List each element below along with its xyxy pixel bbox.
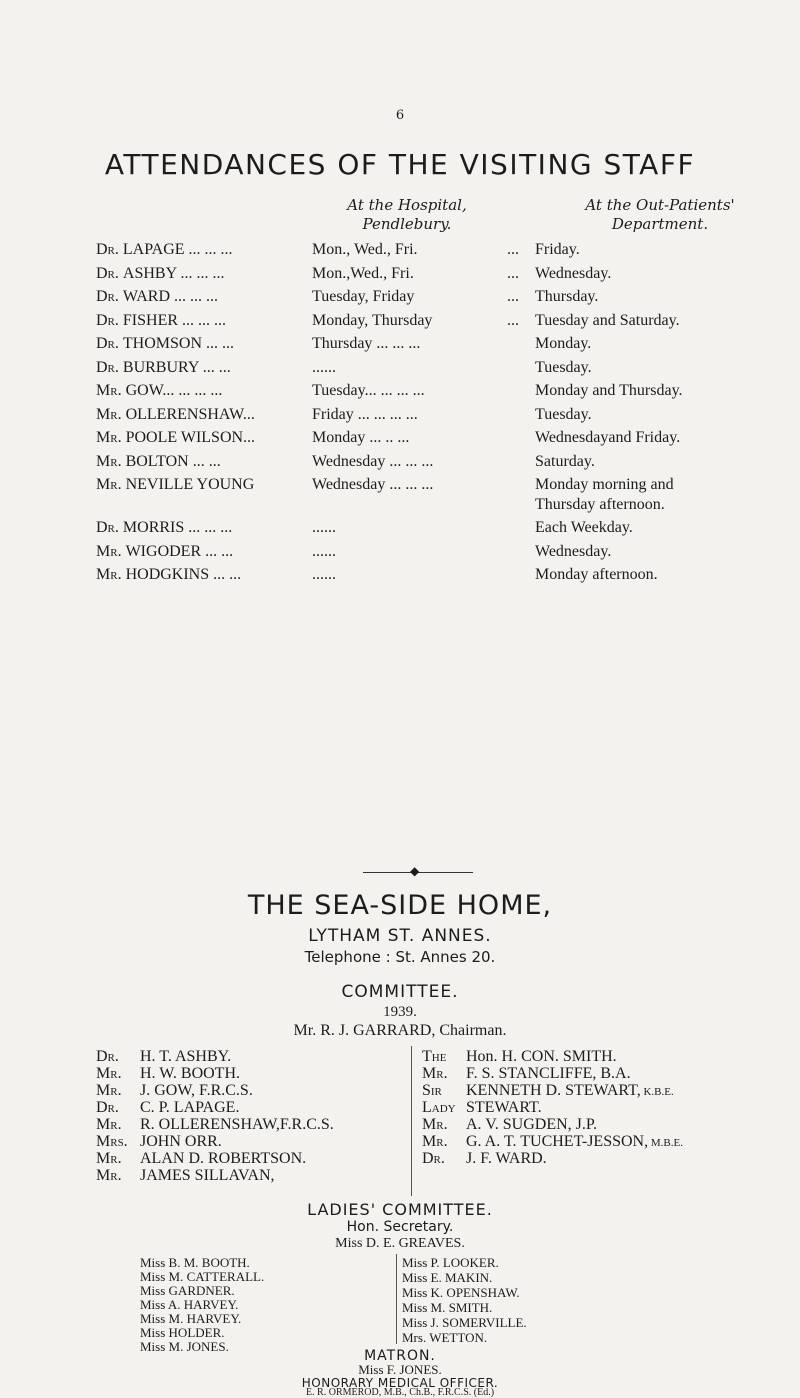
hospital-column-heading (312, 196, 502, 234)
staff-row-name (96, 426, 306, 450)
staff-leader-dots: ... (507, 264, 519, 282)
member-name: A. V. SUGDEN, J.P. (466, 1116, 597, 1133)
staff-hospital-days: ...... (312, 566, 336, 584)
ladies-member-left: Miss HOLDER. (140, 1325, 225, 1340)
staff-hospital-days: ...... (312, 519, 336, 537)
staff-outpatients-days-cont: Thursday afternoon. (535, 495, 665, 513)
staff-row-name (96, 285, 306, 309)
staff-name: POOLE WILSON... (125, 429, 256, 447)
staff-title: Dr. (96, 358, 123, 376)
outpatients-column-heading (540, 196, 780, 234)
ladies-member-right: Mrs. WETTON. (402, 1330, 488, 1345)
member-name: J. GOW, F.R.C.S. (140, 1082, 253, 1099)
staff-outpatients-days: Monday. (535, 335, 592, 353)
telephone-line: Telephone : St. Annes 20. (304, 948, 496, 966)
ladies-member-left: Miss M. CATTERALL. (140, 1269, 265, 1284)
divider-ornament-icon: ◆ (410, 864, 420, 878)
member-name: C. P. LAPAGE. (140, 1099, 240, 1116)
outpatients-heading-line1: At the Out-Patients' (585, 196, 735, 214)
staff-name: LAPAGE ... ... ... (122, 241, 233, 258)
member-name: F. S. STANCLIFFE, B.A. (466, 1065, 631, 1082)
staff-name: GOW... ... ... ... (125, 382, 223, 400)
ladies-member-left: Miss A. HARVEY. (140, 1297, 239, 1312)
member-title: Lady (422, 1099, 456, 1116)
staff-hospital-days: Wednesday ... ... ... (312, 476, 434, 494)
staff-outpatients-days: Friday. (535, 241, 580, 258)
member-honour: K.B.E. (640, 1086, 674, 1098)
ladies-member-left: Miss GARDNER. (140, 1283, 235, 1298)
committee-member-left (96, 1165, 275, 1186)
staff-row-name (96, 309, 306, 333)
ladies-member-right: Miss E. MAKIN. (402, 1270, 493, 1285)
staff-outpatients-days: Monday and Thursday. (535, 382, 683, 400)
member-name: ALAN D. ROBERTSON. (140, 1150, 307, 1167)
ladies-member-left: Miss M. HARVEY. (140, 1311, 242, 1326)
staff-row-name (96, 540, 306, 564)
staff-title: Dr. (96, 311, 123, 329)
member-name: G. A. T. TUCHET-JESSON, (466, 1133, 649, 1150)
member-title: Mr. (96, 1065, 122, 1082)
staff-outpatients-days: Monday morning and (535, 476, 674, 494)
staff-name: ASHBY ... ... ... (122, 264, 225, 282)
staff-outpatients-days: Wednesdayand Friday. (535, 429, 681, 447)
outpatients-heading-line2: Department. (611, 215, 709, 233)
ladies-member-right: Miss K. OPENSHAW. (402, 1285, 520, 1300)
staff-hospital-days: Thursday ... ... ... (312, 335, 421, 353)
member-title: Mr. (96, 1116, 122, 1133)
staff-hospital-days: Mon.,Wed., Fri. (312, 264, 414, 282)
staff-row-name (96, 403, 306, 427)
page-number: 6 (395, 108, 405, 123)
staff-title: Mr. (96, 566, 126, 584)
member-title: Mrs. (96, 1133, 128, 1150)
ladies-secretary: Miss D. E. GREAVES. (335, 1236, 465, 1251)
matron-heading: MATRON. (364, 1348, 436, 1364)
staff-row-name (96, 563, 306, 587)
staff-title: Dr. (96, 241, 123, 258)
staff-title: Dr. (96, 335, 123, 353)
staff-hospital-days: Mon., Wed., Fri. (312, 241, 418, 258)
staff-title: Mr. (96, 382, 126, 400)
member-title: Sir (422, 1082, 442, 1099)
staff-hospital-days: Monday, Thursday (312, 311, 433, 329)
member-name: STEWART. (466, 1099, 542, 1116)
staff-outpatients-days: Thursday. (535, 288, 599, 306)
staff-title: Mr. (96, 452, 126, 470)
member-title: Mr. (422, 1065, 448, 1082)
member-title: Dr. (96, 1048, 119, 1065)
staff-hospital-days: ...... (312, 542, 336, 560)
member-name: JAMES SILLAVAN, (140, 1167, 275, 1184)
ladies-member-left: Miss M. JONES. (140, 1339, 229, 1354)
member-title: Mr. (422, 1116, 448, 1133)
staff-title: Dr. (96, 519, 123, 537)
staff-name: WARD ... ... ... (122, 288, 219, 306)
seaside-home-title: THE SEA-SIDE HOME, (247, 890, 553, 921)
staff-name: FISHER ... ... ... (122, 311, 227, 329)
staff-title: Mr. (96, 476, 126, 494)
member-honour: M.B.E. (648, 1137, 683, 1149)
staff-title: Mr. (96, 429, 126, 447)
staff-name: NEVILLE YOUNG (125, 476, 255, 494)
staff-hospital-days: Wednesday ... ... ... (312, 452, 434, 470)
page-title: ATTENDANCES OF THE VISITING STAFF (104, 148, 696, 181)
member-name: Hon. H. CON. SMITH. (466, 1048, 617, 1065)
staff-outpatients-days: Saturday. (535, 452, 595, 470)
staff-title: Mr. (96, 405, 126, 423)
member-title: Mr. (96, 1082, 122, 1099)
staff-row-name (96, 356, 306, 380)
staff-title: Dr. (96, 288, 123, 306)
medical-officer-name: E. R. ORMEROD, M.B., Ch.B., F.R.C.S. (Ed.) (305, 1387, 495, 1398)
member-title: Dr. (96, 1099, 119, 1116)
staff-outpatients-days: Each Weekday. (535, 519, 633, 537)
ladies-member-right: Miss M. SMITH. (402, 1300, 493, 1315)
ladies-column-rule (396, 1254, 397, 1344)
committee-year: 1939. (383, 1004, 417, 1020)
ladies-member-right: Miss J. SOMERVILLE. (402, 1315, 527, 1330)
member-name: KENNETH D. STEWART, (466, 1082, 641, 1099)
committee-heading: COMMITTEE. (341, 982, 459, 1002)
staff-outpatients-days: Tuesday and Saturday. (535, 311, 680, 329)
staff-name: BOLTON ... ... (125, 452, 221, 470)
staff-hospital-days: ...... (312, 358, 336, 376)
staff-row-name (96, 238, 306, 262)
staff-outpatients-days: Tuesday. (535, 405, 592, 423)
staff-row-name (96, 516, 306, 540)
staff-row-name (96, 379, 306, 403)
committee-column-rule (411, 1046, 412, 1196)
seaside-home-location: LYTHAM ST. ANNES. (308, 926, 492, 946)
ladies-member-right: Miss P. LOOKER. (402, 1255, 499, 1270)
staff-name: OLLERENSHAW... (125, 405, 255, 423)
staff-name: MORRIS ... ... ... (122, 519, 233, 537)
staff-title: Mr. (96, 542, 126, 560)
matron-name: Miss F. JONES. (358, 1362, 442, 1377)
staff-hospital-days: Tuesday, Friday (312, 288, 415, 306)
staff-row-name (96, 332, 306, 356)
member-name: J. F. WARD. (466, 1150, 547, 1167)
staff-name: BURBURY ... ... (122, 358, 231, 376)
member-name: H. W. BOOTH. (140, 1065, 241, 1082)
ladies-committee-heading: LADIES' COMMITTEE. (307, 1200, 493, 1219)
staff-hospital-days: Tuesday... ... ... ... (312, 382, 425, 400)
member-name: JOHN ORR. (140, 1133, 222, 1150)
hospital-heading-line2: Pendlebury. (362, 215, 452, 233)
member-title: The (422, 1048, 447, 1065)
staff-hospital-days: Friday ... ... ... ... (312, 405, 418, 423)
member-name: R. OLLERENSHAW,F.R.C.S. (140, 1116, 334, 1133)
staff-outpatients-days: Wednesday. (535, 542, 612, 560)
staff-leader-dots: ... (507, 311, 519, 329)
staff-row-name (96, 473, 306, 497)
staff-name: HODGKINS ... ... (125, 566, 242, 584)
member-title: Mr. (422, 1133, 448, 1150)
staff-name: THOMSON ... ... (122, 335, 235, 353)
staff-outpatients-days: Monday afternoon. (535, 566, 658, 584)
staff-outpatients-days: Wednesday. (535, 264, 612, 282)
staff-outpatients-days: Tuesday. (535, 358, 592, 376)
hospital-heading-line1: At the Hospital, (347, 196, 467, 214)
committee-member-right (422, 1148, 547, 1169)
staff-row-name (96, 262, 306, 286)
medical-officer-heading: HONORARY MEDICAL OFFICER. (301, 1376, 499, 1390)
member-title: Mr. (96, 1150, 122, 1167)
member-title: Mr. (96, 1167, 122, 1184)
committee-chairman: Mr. R. J. GARRARD, Chairman. (293, 1022, 507, 1039)
ladies-member-left: Miss B. M. BOOTH. (140, 1255, 250, 1270)
staff-title: Dr. (96, 264, 123, 282)
staff-name: WIGODER ... ... (125, 542, 234, 560)
staff-hospital-days: Monday ... .. ... (312, 429, 410, 447)
member-name: H. T. ASHBY. (140, 1048, 232, 1065)
ladies-secretary-heading: Hon. Secretary. (346, 1219, 454, 1235)
staff-leader-dots: ... (507, 241, 519, 258)
staff-leader-dots: ... (507, 288, 519, 306)
member-title: Dr. (422, 1150, 445, 1167)
staff-row-name (96, 450, 306, 474)
